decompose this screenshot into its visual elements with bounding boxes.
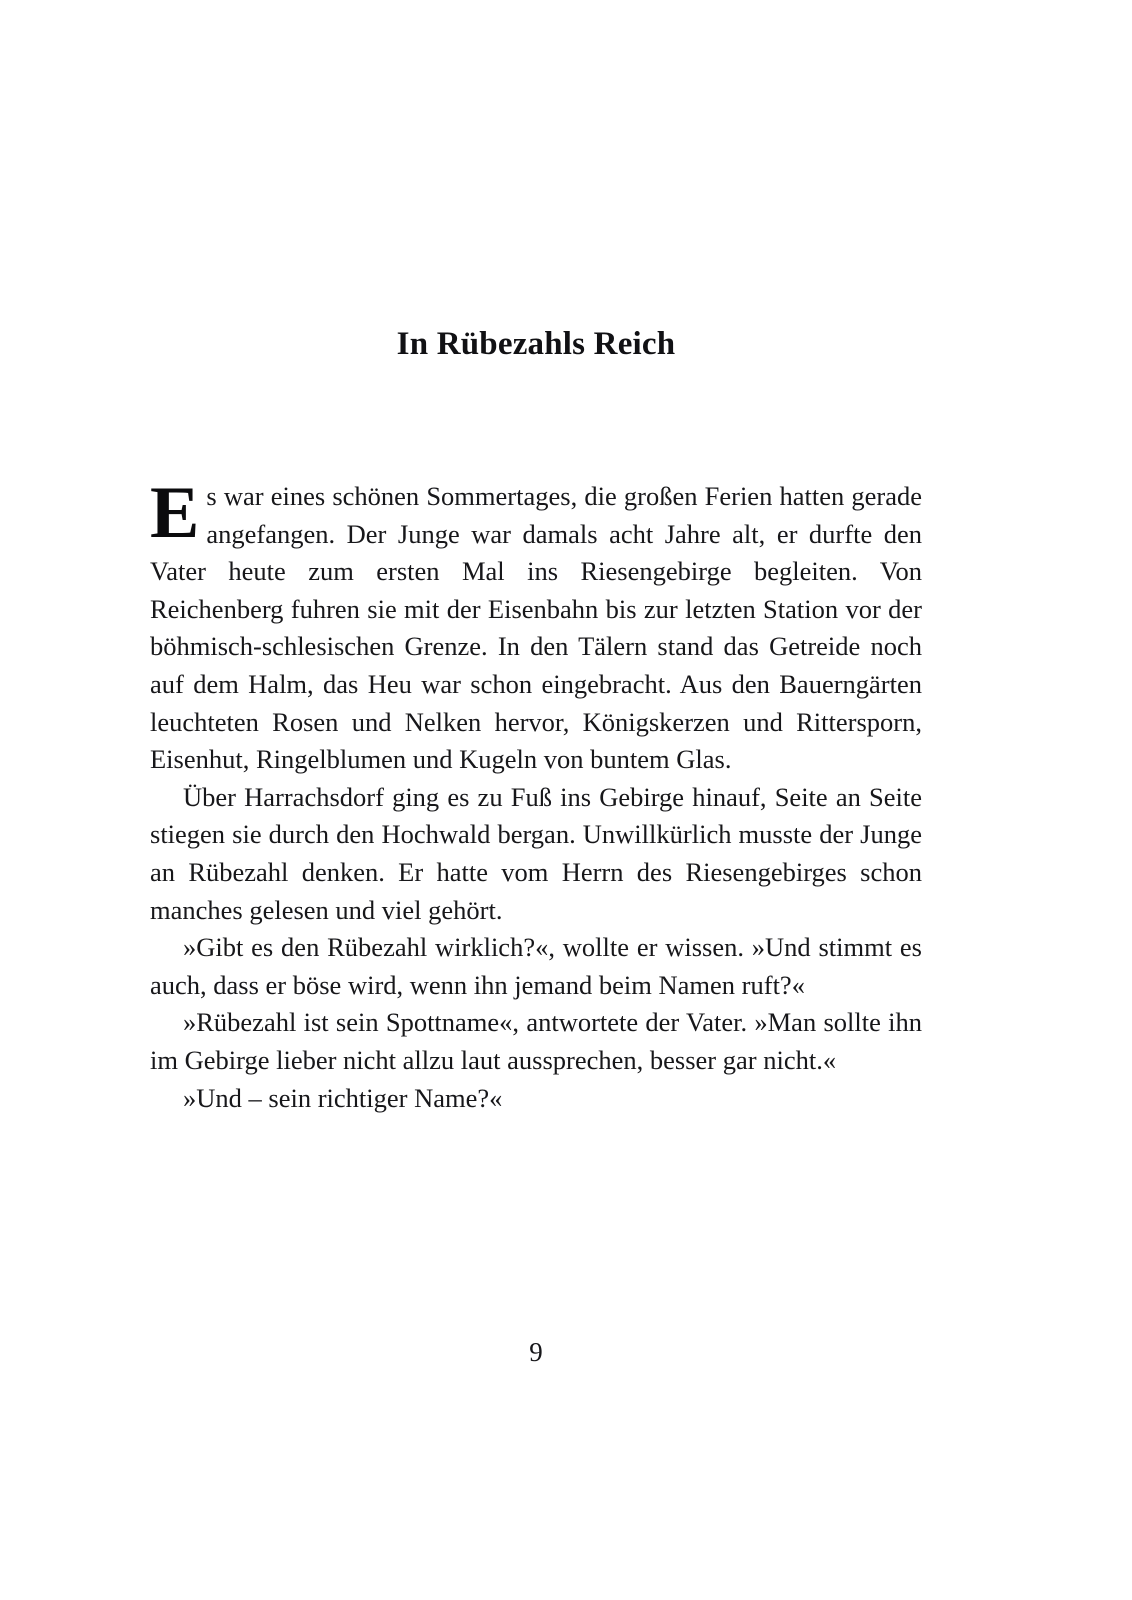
page-title: In Rübezahls Reich — [396, 326, 676, 362]
paragraph-4: »Rübezahl ist sein Spottname«, antwortete der Vater. »Man sollte ihn im Gebirge lieber nicht allzu laut aussprechen, besser gar nicht.« — [150, 1007, 922, 1075]
body-text-block — [150, 472, 922, 1117]
paragraph-3: »Gibt es den Rübezahl wirklich?«, wollte er wissen. »Und stimmt es auch, dass er böse wird, wenn ihn jemand beim Namen ruft?« — [150, 932, 922, 1000]
paragraph-5: »Und – sein richtiger Name?« — [183, 1082, 503, 1113]
paragraph-2: Über Harrachsdorf ging es zu Fuß ins Gebirge hinauf, Seite an Seite stiegen sie durch den Hochwald bergan. Unwillkürlich musste der Junge an Rübezahl denken. Er hatte vom Herrn des Riesengebirges schon manches gelesen und viel gehört. — [150, 781, 922, 925]
paragraph-1: Es war eines schönen Sommertages, die großen Ferien hatten gerade angefangen. Der Junge war damals acht Jahre alt, er durfte den Vater heute zum ersten Mal ins Riesengebirge begleiten. Von Reichenberg fuhren sie mit der Eisenbahn bis zur letzten Station vor der böhmisch-schlesischen Grenze. In den Tälern stand das Getreide noch auf dem Halm, das Heu war schon eingebracht. Aus den Bauerngärten leuchteten Rosen und Nelken hervor, Königskerzen und Rittersporn, Eisenhut, Ringelblumen und Kugeln von buntem Glas. — [150, 472, 922, 775]
page-number: 9 — [529, 1337, 543, 1367]
